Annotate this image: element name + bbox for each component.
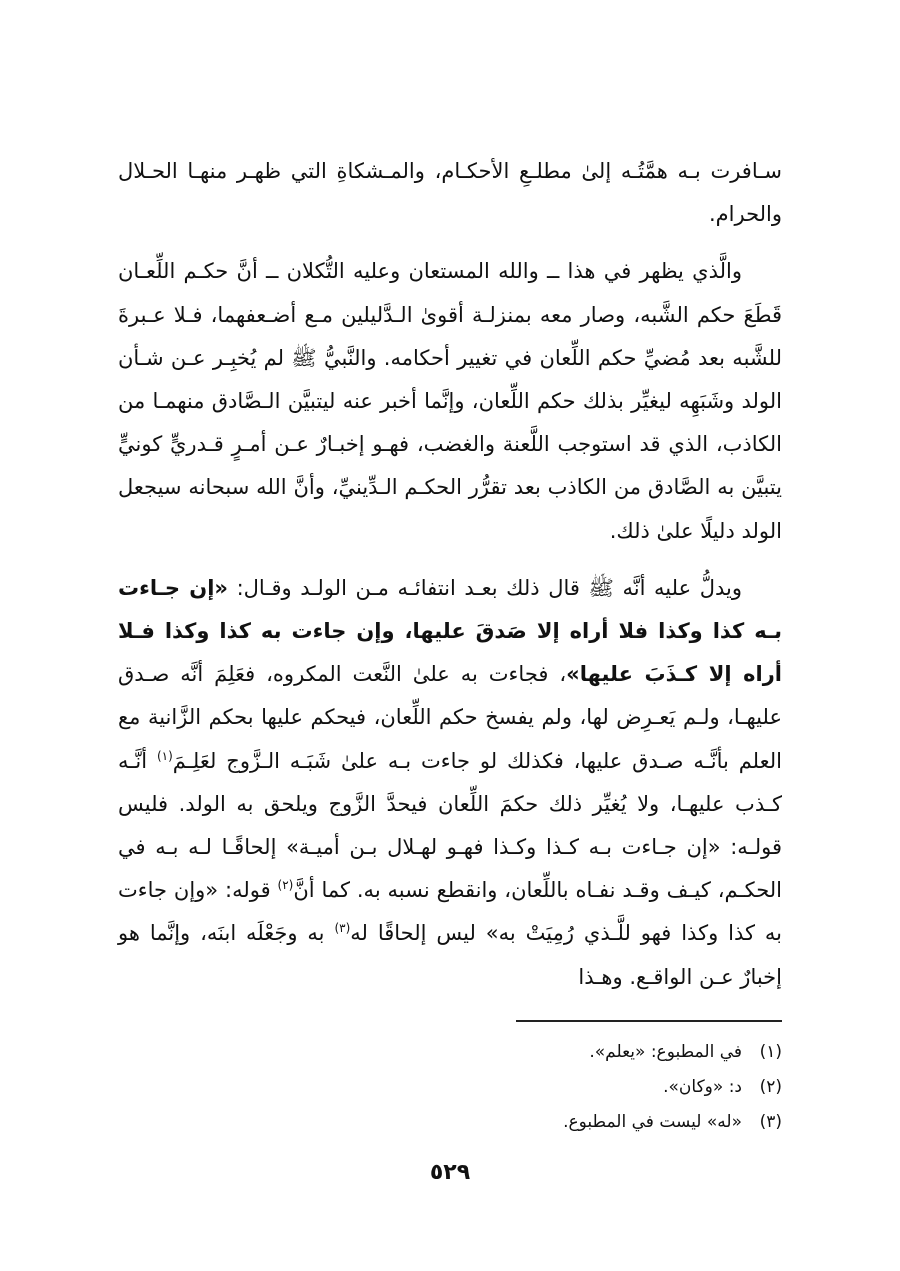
page-number: ٥٢٩	[429, 1160, 471, 1185]
footnote-text: د: «وكان».	[663, 1077, 742, 1097]
footnote-item	[282, 1070, 782, 1105]
paragraph-2: والَّذي يظهر في هذا ــ والله المستعان وعليه التُّكلان ــ أنَّ حكـم اللِّعـان قَطَعَ حكم الشَّبه، وصار معه بمنزلـة أقوىٰ الـدَّليلين مـع أضـعفهما، فـلا عـبرةَ للشَّبه بعد مُضيِّ حكم اللِّعان في تغيير أحكامه. والنَّبيُّ ﷺ لم يُخبِـر عـن شـأن الولد وشَبَهِه ليغيِّر بذلك حكم اللِّعان، وإنَّما أخبر عنه ليتبيَّن الـصَّادق منهمـا من الكاذب، الذي قد استوجب اللَّعنة والغضب، فهـو إخبـارٌ عـن أمـرٍ قـدريٍّ كونيٍّ يتبيَّن به الصَّادق من الكاذب بعد تقرُّر الحكـم الـدِّينيِّ، وأنَّ الله سبحانه سيجعل الولد دليلًا علىٰ ذلك.	[118, 259, 782, 543]
footnote-divider	[516, 1020, 782, 1022]
main-text	[118, 150, 782, 999]
paragraph-3-after-fn3: به وجَعْلَه ابنَه، وإنَّما هو إخبارٌ عـن الواقـع. وهـذا	[118, 921, 782, 989]
paragraph-3-middle: ، فجاءت به علىٰ النَّعت المكروه، فعَلِمَ أنَّه صـدق عليهـا، ولـم يَعـرِض لها، ولم يفسخ حكم اللِّعان، فيحكم عليها بحكم الزَّانية مع العلم بأنَّـه صـدق عليها، فكذلك لو جاءت بـه علىٰ شَبَـه الـزَّوج لعَلِـمَ	[118, 662, 783, 773]
paragraph-3-intro: ويدلُّ عليه أنَّه ﷺ قال ذلك بعـد انتفائـه مـن الولـد وقـال:	[227, 575, 742, 600]
footnotes	[282, 1035, 782, 1140]
footnote-ref-1: (١)	[156, 748, 173, 763]
footnote-ref-3: (٣)	[334, 921, 351, 936]
paragraph-3-after-fn1: أنَّـه كـذب عليهـا، ولا يُغيِّر ذلك حكمَ اللِّعان فيحدَّ الزَّوج ويلحق به الولد. فليس قولـه: «إن جـاءت بـه كـذا وكـذا فهـو لهـلال بـن أميـة» إلحاقًـا لـه بـه في الحكـم، كيـف وقـد نفـاه باللِّعان، وانقطع نسبه به. كما أنَّ	[118, 748, 782, 903]
footnote-text: في المطبوع: «يعلم».	[589, 1042, 742, 1062]
footnote-item	[282, 1035, 782, 1070]
hadith-quote: «إن جـاءت بـه كذا وكذا فلا أراه إلا صَدقَ عليها، وإن جاءت به كذا وكذا فـلا أراه إلا كـذَبَ عليها»	[118, 575, 782, 687]
footnote-text: «له» ليست في المطبوع.	[563, 1112, 742, 1132]
footnote-number: (٢)	[759, 1077, 782, 1097]
footnote-ref-2: (٢)	[277, 878, 294, 893]
paragraph-3-after-fn2: قوله: «وإن جاءت به كذا وكذا فهو للَّـذي رُمِيَتْ به» ليس إلحاقًا له	[118, 878, 782, 946]
footnote-number: (١)	[759, 1042, 782, 1062]
paragraph-3	[118, 567, 782, 999]
paragraph-1: سـافرت بـه همَّتُـه إلىٰ مطلـعِ الأحكـام، والمـشكاةِ التي ظهـر منهـا الحـلال والحرام.	[118, 159, 782, 227]
footnote-item	[282, 1105, 782, 1140]
footnote-number: (٣)	[759, 1112, 782, 1132]
